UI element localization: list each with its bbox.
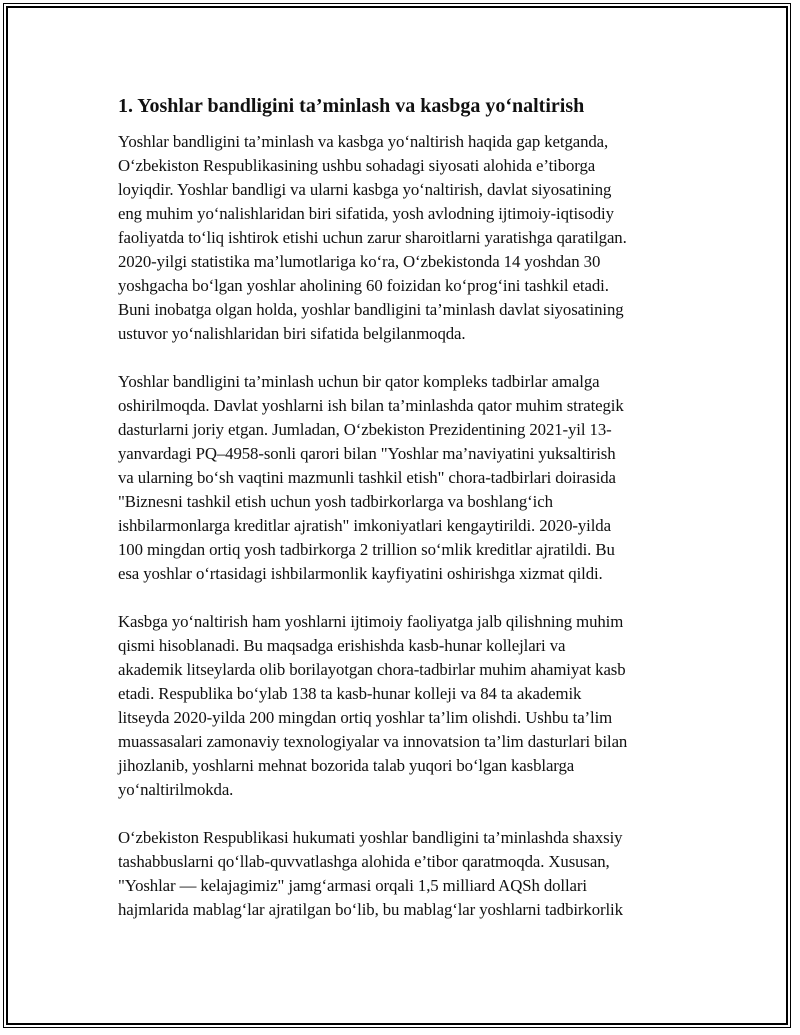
text-line: 2020-yilgi statistika ma’lumotlariga ko‘ra, O‘zbekistonda 14 yoshdan 30 (118, 252, 601, 271)
text-line: Yoshlar bandligini ta’minlash va kasbga yo‘naltirish haqida gap ketganda, (118, 132, 609, 151)
text-line: dasturlarni joriy etgan. Jumladan, O‘zbekiston Prezidentining 2021-yil 13- (118, 420, 612, 439)
text-line: ustuvor yo‘nalishlaridan biri sifatida belgilanmoqda. (118, 324, 466, 343)
text-line: "Biznesni tashkil etish uchun yosh tadbirkorlarga va boshlang‘ich (118, 492, 553, 511)
text-line: va ularning bo‘sh vaqtini mazmunli tashkil etish" chora-tadbirlari doirasida (118, 468, 616, 487)
text-line: akademik litseylarda olib borilayotgan chora-tadbirlar muhim ahamiyat kasb (118, 660, 626, 679)
text-line: yanvardagi PQ–4958-sonli qarori bilan "Yoshlar ma’naviyatini yuksaltirish (118, 444, 616, 463)
text-line: 100 mingdan ortiq yosh tadbirkorga 2 trillion so‘mlik kreditlar ajratildi. Bu (118, 540, 615, 559)
section-heading: 1. Yoshlar bandligini ta’minlash va kasbga yo‘naltirish (118, 95, 585, 117)
text-line: muassasalari zamonaviy texnologiyalar va innovatsion ta’lim dasturlari bilan (118, 732, 628, 751)
text-line: tashabbuslarni qo‘llab-quvvatlashga alohida e’tibor qaratmoqda. Xususan, (118, 852, 610, 871)
text-line: faoliyatda to‘liq ishtirok etishi uchun zarur sharoitlarni yaratishga qaratilgan. (118, 228, 627, 247)
text-line: esa yoshlar o‘rtasidagi ishbilarmonlik kayfiyatini oshirishga xizmat qildi. (118, 564, 603, 583)
text-line: etadi. Respublika bo‘ylab 138 ta kasb-hunar kolleji va 84 ta akademik (118, 684, 582, 703)
text-line: eng muhim yo‘nalishlaridan biri sifatida, yosh avlodning ijtimoiy-iqtisodiy (118, 204, 614, 223)
paragraph-2 (118, 370, 688, 586)
text-line: oshirilmoqda. Davlat yoshlarni ish bilan ta’minlashda qator muhim strategik (118, 396, 624, 415)
text-line: litseyda 2020-yilda 200 mingdan ortiq yoshlar ta’lim olishdi. Ushbu ta’lim (118, 708, 613, 727)
text-line: O‘zbekiston Respublikasining ushbu sohadagi siyosati alohida e’tiborga (118, 156, 596, 175)
text-line: O‘zbekiston Respublikasi hukumati yoshlar bandligini ta’minlashda shaxsiy (118, 828, 623, 847)
text-line: jihozlanib, yoshlarni mehnat bozorida talab yuqori bo‘lgan kasblarga (118, 756, 575, 775)
text-line: Yoshlar bandligini ta’minlash uchun bir qator kompleks tadbirlar amalga (118, 372, 600, 391)
text-line: hajmlarida mablag‘lar ajratilgan bo‘lib, bu mablag‘lar yoshlarni tadbirkorlik (118, 900, 623, 919)
paragraph-4 (118, 826, 688, 922)
document-body (118, 92, 688, 946)
text-line: Kasbga yo‘naltirish ham yoshlarni ijtimoiy faoliyatga jalb qilishning muhim (118, 612, 624, 631)
paragraph-1 (118, 130, 688, 346)
text-line: yoshgacha bo‘lgan yoshlar aholining 60 foizidan ko‘prog‘ini tashkil etadi. (118, 276, 609, 295)
text-line: yo‘naltirilmokda. (118, 780, 234, 799)
text-line: "Yoshlar — kelajagimiz" jamg‘armasi orqali 1,5 milliard AQSh dollari (118, 876, 587, 895)
paragraph-3 (118, 610, 688, 802)
text-line: Buni inobatga olgan holda, yoshlar bandligini ta’minlash davlat siyosatining (118, 300, 624, 319)
text-line: ishbilarmonlarga kreditlar ajratish" imkoniyatlari kengaytirildi. 2020-yilda (118, 516, 611, 535)
text-line: loyiqdir. Yoshlar bandligi va ularni kasbga yo‘naltirish, davlat siyosatining (118, 180, 612, 199)
text-line: qismi hisoblanadi. Bu maqsadga erishishda kasb-hunar kollejlari va (118, 636, 566, 655)
